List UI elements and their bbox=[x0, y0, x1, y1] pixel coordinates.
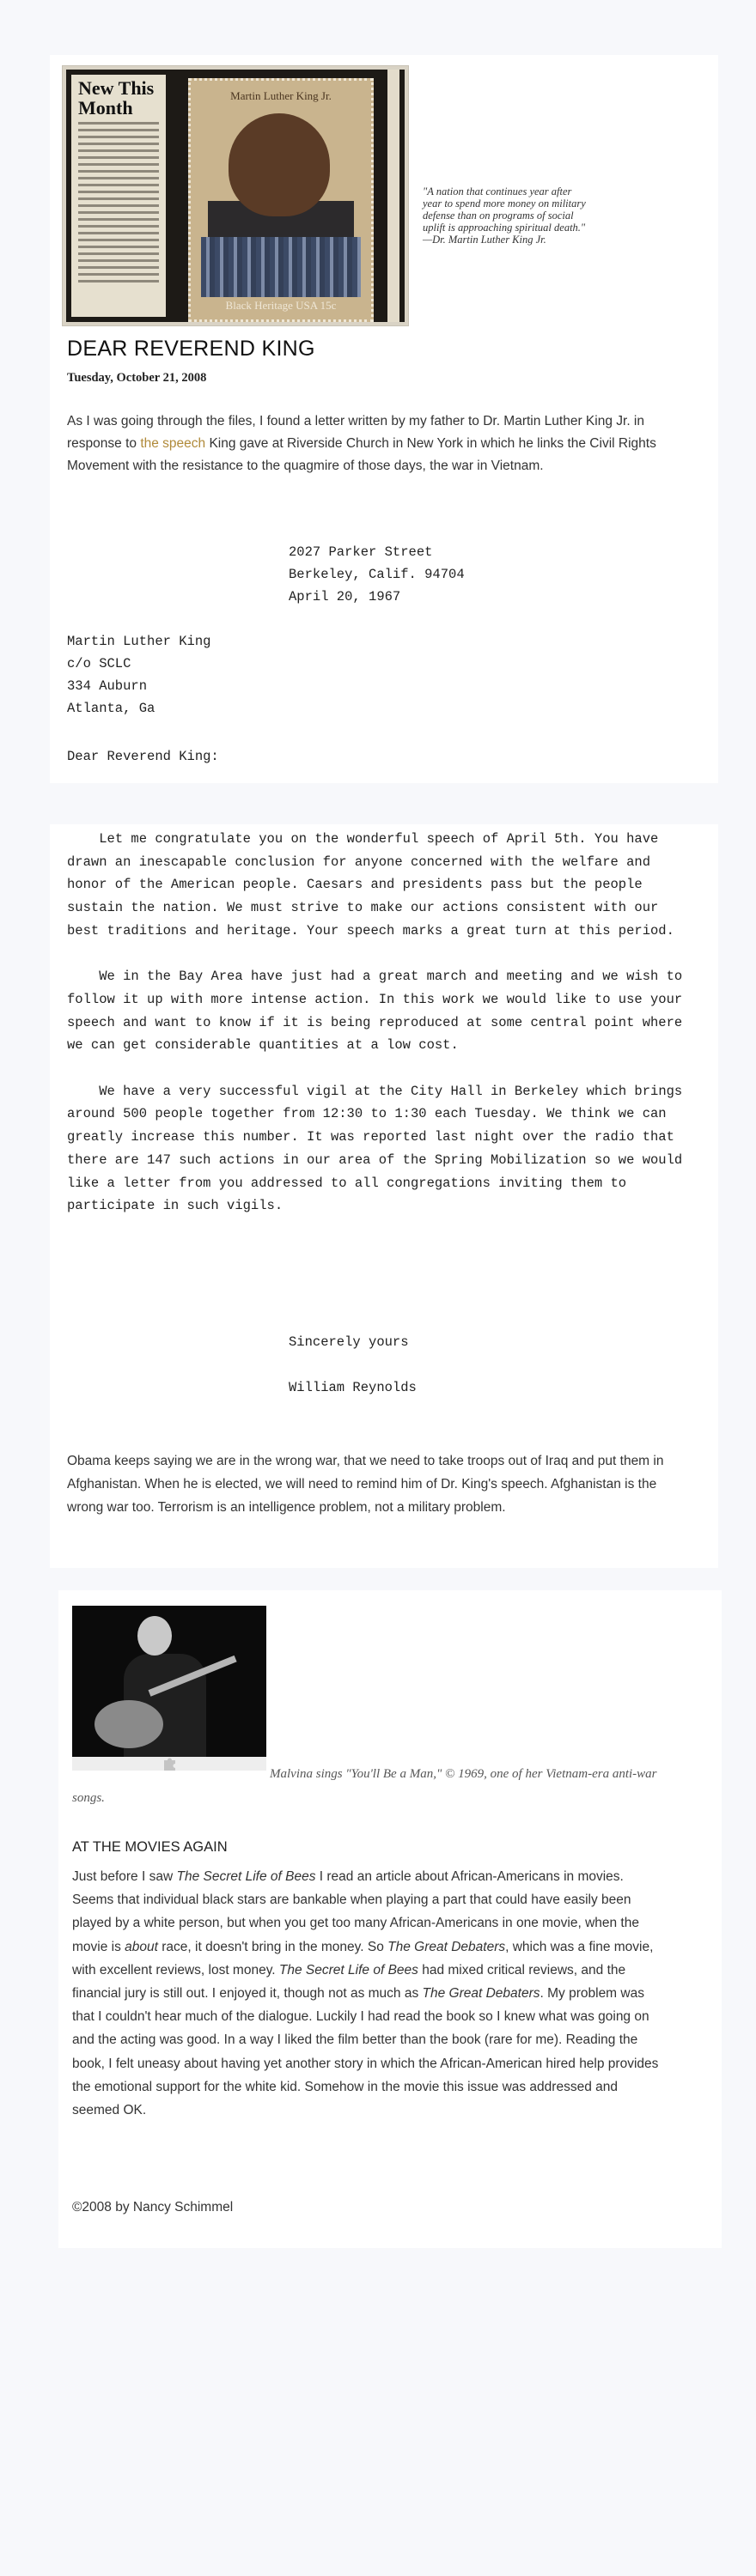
movies-text-segment: I read an article about African-Americans in movies. Seems that individual black stars are bankable when playing a part that could have easily been played by a white person, but when you get too many African-Americans in one movie, when the movie is bbox=[72, 1869, 639, 1954]
movie-title: The Great Debaters bbox=[387, 1939, 506, 1954]
clipping-text-line bbox=[78, 273, 159, 276]
clipping-text-line bbox=[78, 191, 159, 193]
clipping-text-line bbox=[78, 246, 159, 248]
article-title: DEAR REVEREND KING bbox=[67, 337, 315, 361]
guitar-body bbox=[94, 1700, 163, 1748]
movie-title: The Secret Life of Bees bbox=[278, 1962, 418, 1978]
clipping-text-line bbox=[78, 149, 159, 152]
clipping-text-line bbox=[78, 143, 159, 145]
clipping-text-line bbox=[78, 136, 159, 138]
clipping-text-line bbox=[78, 129, 159, 131]
movies-text-segment: Just before I saw bbox=[72, 1869, 177, 1884]
movies-text-segment: had mixed critical reviews, and the financial jury is still out. I enjoyed it, though not as much as bbox=[72, 1962, 626, 2002]
stamp-series-label: Black Heritage USA 15c bbox=[225, 299, 337, 312]
clipping-text-line bbox=[78, 184, 159, 186]
clipping-title-line1: New This bbox=[78, 77, 155, 99]
article-header-card bbox=[50, 55, 718, 783]
clipping-title-line2: Month bbox=[78, 97, 133, 118]
quote-line: year to spend more money on military bbox=[423, 197, 586, 210]
intro-text: King gave at Riverside Church in New York in which he links the Civil Rights Movement with the resistance to the quagmire of those days, the war in Vietnam. bbox=[67, 436, 656, 473]
movies-card bbox=[58, 1590, 722, 2248]
clipping-text-line bbox=[78, 211, 159, 214]
letter-body-card bbox=[50, 824, 718, 1568]
letter-date: April 20, 1967 bbox=[289, 589, 401, 605]
clipping-text-line bbox=[78, 232, 159, 234]
letter-salutation: Dear Reverend King: bbox=[67, 749, 219, 764]
performer-head bbox=[137, 1616, 172, 1656]
quote-attribution: —Dr. Martin Luther King Jr. bbox=[423, 234, 546, 246]
quote-line: "A nation that continues year after bbox=[423, 185, 572, 197]
clipping-text-line bbox=[78, 122, 159, 125]
copyright-notice: ©2008 by Nancy Schimmel bbox=[72, 2200, 234, 2215]
mlk-stamp-image bbox=[62, 65, 409, 326]
recipient-city: Atlanta, Ga bbox=[67, 701, 155, 716]
article-intro bbox=[67, 410, 686, 477]
clipping-text-line bbox=[78, 225, 159, 228]
sender-city: Berkeley, Calif. 94704 bbox=[289, 567, 465, 582]
letter-paragraph: We in the Bay Area have just had a great march and meeting and we wish to follow it up with more intense action. In this work we would like to use your speech and want to know if it is being reproduced at some central point where we can get considerable quantities at a low cost. bbox=[67, 969, 691, 1054]
pull-quote bbox=[423, 185, 620, 246]
letter-signoff bbox=[289, 1331, 417, 1423]
newspaper-clipping bbox=[71, 75, 166, 317]
letter-paragraph: We have a very successful vigil at the City Hall in Berkeley which brings around 500 people together from 12:30 to 1:30 each Tuesday. We think we can greatly increase this number. It was reported last night over the radio that there are 147 such actions in our area of the Spring Mobilization so we would like a letter from you addressed to all congregations inviting them to participate in such vigils. bbox=[67, 1083, 691, 1214]
article-outro: Obama keeps saying we are in the wrong war, that we need to take troops out of Iraq and put them in Afghanistan. When he is elected, we will need to remind him of Dr. King's speech. Afghanistan is the wrong war too. Terrorism is an intelligence problem, not a military problem. bbox=[67, 1454, 664, 1515]
clipping-text-line bbox=[78, 239, 159, 241]
letter-signature: William Reynolds bbox=[289, 1380, 417, 1396]
clipping-text-line bbox=[78, 177, 159, 179]
clipping-text-line bbox=[78, 252, 159, 255]
clipping-text-line bbox=[78, 204, 159, 207]
recipient-street: 334 Auburn bbox=[67, 678, 148, 694]
clipping-text-line bbox=[78, 156, 159, 159]
sender-address bbox=[289, 541, 465, 608]
clipping-title bbox=[71, 75, 166, 118]
stamp-name-label: Martin Luther King Jr. bbox=[230, 89, 332, 102]
stamp-crowd bbox=[201, 237, 361, 297]
image-background bbox=[66, 70, 405, 322]
movie-title: The Secret Life of Bees bbox=[176, 1869, 316, 1884]
malvina-photo bbox=[72, 1606, 266, 1757]
article-date: Tuesday, October 21, 2008 bbox=[67, 371, 207, 385]
image-edge-strip bbox=[387, 70, 399, 322]
letter-paragraph: Let me congratulate you on the wonderful speech of April 5th. You have drawn an inescapable conclusion for anyone concerned with the welfare and honor of the American people. Caesars and presidents pass but the people sustain the nation. We must strive to make our actions consistent with our best traditions and heritage. Your speech marks a great turn at this period. bbox=[67, 831, 674, 939]
quote-line: defense than on programs of social bbox=[423, 210, 574, 222]
clipping-text-line bbox=[78, 266, 159, 269]
recipient-address bbox=[67, 630, 210, 720]
intro-text: As I was going through the files, I found a letter written by my father to Dr. Martin Luther King Jr. in response to bbox=[67, 414, 644, 451]
speech-link[interactable]: the speech bbox=[140, 436, 206, 451]
clipping-text-line bbox=[78, 170, 159, 173]
movies-text-segment: . My problem was that I couldn't hear much of the dialogue. Luckily I had read the book so I knew what was going on and the acting was good. In a way I liked the film better than the book (rare for me). Reading the book, I felt uneasy about having yet another story in which the African-American hired help provides the emotional support for the white kid. Somehow in the movie this issue was addressed and seemed OK. bbox=[72, 1986, 659, 2118]
recipient-org: c/o SCLC bbox=[67, 656, 131, 671]
clipping-text-line bbox=[78, 218, 159, 221]
photo-caption: Malvina sings "You'll Be a Man," © 1969, one of her Vietnam-era anti-war songs. bbox=[72, 1767, 657, 1805]
quote-line: uplift is approaching spiritual death." bbox=[423, 222, 586, 234]
stamp-portrait-face bbox=[229, 113, 330, 216]
letter-body bbox=[67, 828, 691, 1241]
movies-heading: AT THE MOVIES AGAIN bbox=[72, 1839, 228, 1855]
movies-text-segment: , which was a fine movie, with excellent reviews, lost money. bbox=[72, 1939, 654, 1978]
movies-text-segment: race, it doesn't bring in the money. So bbox=[157, 1939, 388, 1954]
letter-closing: Sincerely yours bbox=[289, 1334, 409, 1350]
clipping-text-line bbox=[78, 163, 159, 166]
postage-stamp bbox=[188, 78, 374, 322]
movies-paragraph bbox=[72, 1865, 665, 2122]
movie-title: The Great Debaters bbox=[422, 1986, 540, 2002]
clipping-text-line bbox=[78, 280, 159, 283]
recipient-name: Martin Luther King bbox=[67, 634, 211, 649]
clipping-text-line bbox=[78, 259, 159, 262]
clipping-text-line bbox=[78, 197, 159, 200]
sender-street: 2027 Parker Street bbox=[289, 544, 433, 560]
emphasis: about bbox=[125, 1939, 158, 1954]
